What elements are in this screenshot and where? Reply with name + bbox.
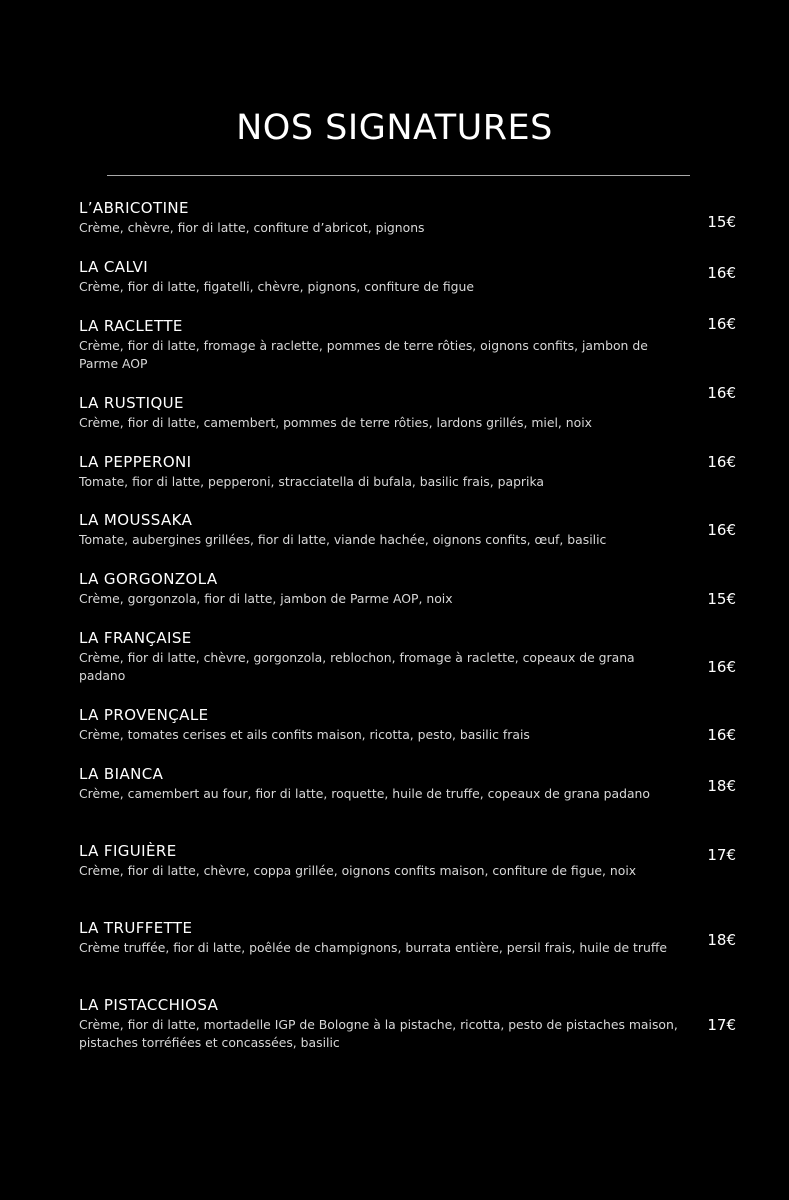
menu-item-description: Crème, fior di latte, camembert, pommes de terre rôties, lardons grillés, miel, noix [79,415,593,430]
menu-item-description: Crème, fior di latte, mortadelle IGP de Bologne à la pistache, ricotta, pesto de pistaches maison, pistaches torréfiées et concassées, basilic [79,1017,678,1050]
menu-item-abricotine [79,198,736,237]
menu-item-price: 17€ [707,1016,736,1034]
menu-item-price: 15€ [707,213,736,231]
menu-item-name: LA PEPPERONI [79,453,192,471]
menu-item-description: Crème, camembert au four, fior di latte, roquette, huile de truffe, copeaux de grana padano [79,786,650,801]
menu-item-bianca [79,764,736,803]
menu-item-name: LA FRANÇAISE [79,629,192,647]
menu-item-moussaka [79,510,736,549]
menu-item-description: Crème, chèvre, fior di latte, confiture d’abricot, pignons [79,220,425,235]
menu-item-price: 16€ [707,453,736,471]
menu-item-rustique [79,384,736,432]
menu-item-name: LA RACLETTE [79,317,183,335]
menu-item-description: Crème truffée, fior di latte, poêlée de champignons, burrata entière, persil frais, huile de truffe [79,940,667,955]
menu-item-raclette [79,316,736,373]
menu-item-name: LA PISTACCHIOSA [79,996,219,1014]
menu-item-name: LA MOUSSAKA [79,511,193,529]
menu-item-name: LA CALVI [79,258,149,276]
menu-item-price: 15€ [707,590,736,608]
menu-item-name: LA GORGONZOLA [79,570,218,588]
menu-item-provencale [79,705,736,744]
menu-item-price: 18€ [707,931,736,949]
menu-item-figuiere [79,841,736,880]
menu-item-price: 16€ [707,315,736,333]
menu-item-pepperoni [79,452,736,491]
menu-item-description: Crème, tomates cerises et ails confits maison, ricotta, pesto, basilic frais [79,727,530,742]
menu-item-price: 16€ [707,521,736,539]
menu-item-price: 16€ [707,264,736,282]
menu-item-name: LA RUSTIQUE [79,394,184,412]
menu-item-price: 16€ [707,726,736,744]
title-divider [107,175,690,176]
menu-item-name: L’ABRICOTINE [79,199,189,217]
menu-item-description: Crème, fior di latte, fromage à raclette, pommes de terre rôties, oignons confits, jambon de Parme AOP [79,338,648,371]
menu-item-price: 18€ [707,777,736,795]
menu-item-name: LA FIGUIÈRE [79,842,177,860]
menu-item-calvi [79,257,736,296]
menu-item-name: LA BIANCA [79,765,164,783]
menu-item-description: Tomate, fior di latte, pepperoni, stracciatella di bufala, basilic frais, paprika [79,474,545,489]
menu-item-pistacchiosa [79,995,736,1052]
menu-item-name: LA PROVENÇALE [79,706,209,724]
menu-item-description: Crème, fior di latte, chèvre, gorgonzola, reblochon, fromage à raclette, copeaux de grana padano [79,650,635,683]
menu-item-description: Crème, fior di latte, chèvre, coppa grillée, oignons confits maison, confiture de figue, noix [79,863,637,878]
menu-item-description: Crème, gorgonzola, fior di latte, jambon de Parme AOP, noix [79,591,453,606]
menu-item-gorgonzola [79,569,736,608]
menu-title: NOS SIGNATURES [236,108,553,148]
menu-item-price: 17€ [707,846,736,864]
menu-item-description: Tomate, aubergines grillées, fior di latte, viande hachée, oignons confits, œuf, basilic [79,532,607,547]
menu-item-price: 16€ [707,384,736,402]
menu-item-truffette [79,918,736,957]
menu-item-francaise [79,628,736,685]
menu-item-price: 16€ [707,658,736,676]
menu-item-description: Crème, fior di latte, figatelli, chèvre, pignons, confiture de figue [79,279,474,294]
menu-item-name: LA TRUFFETTE [79,919,193,937]
